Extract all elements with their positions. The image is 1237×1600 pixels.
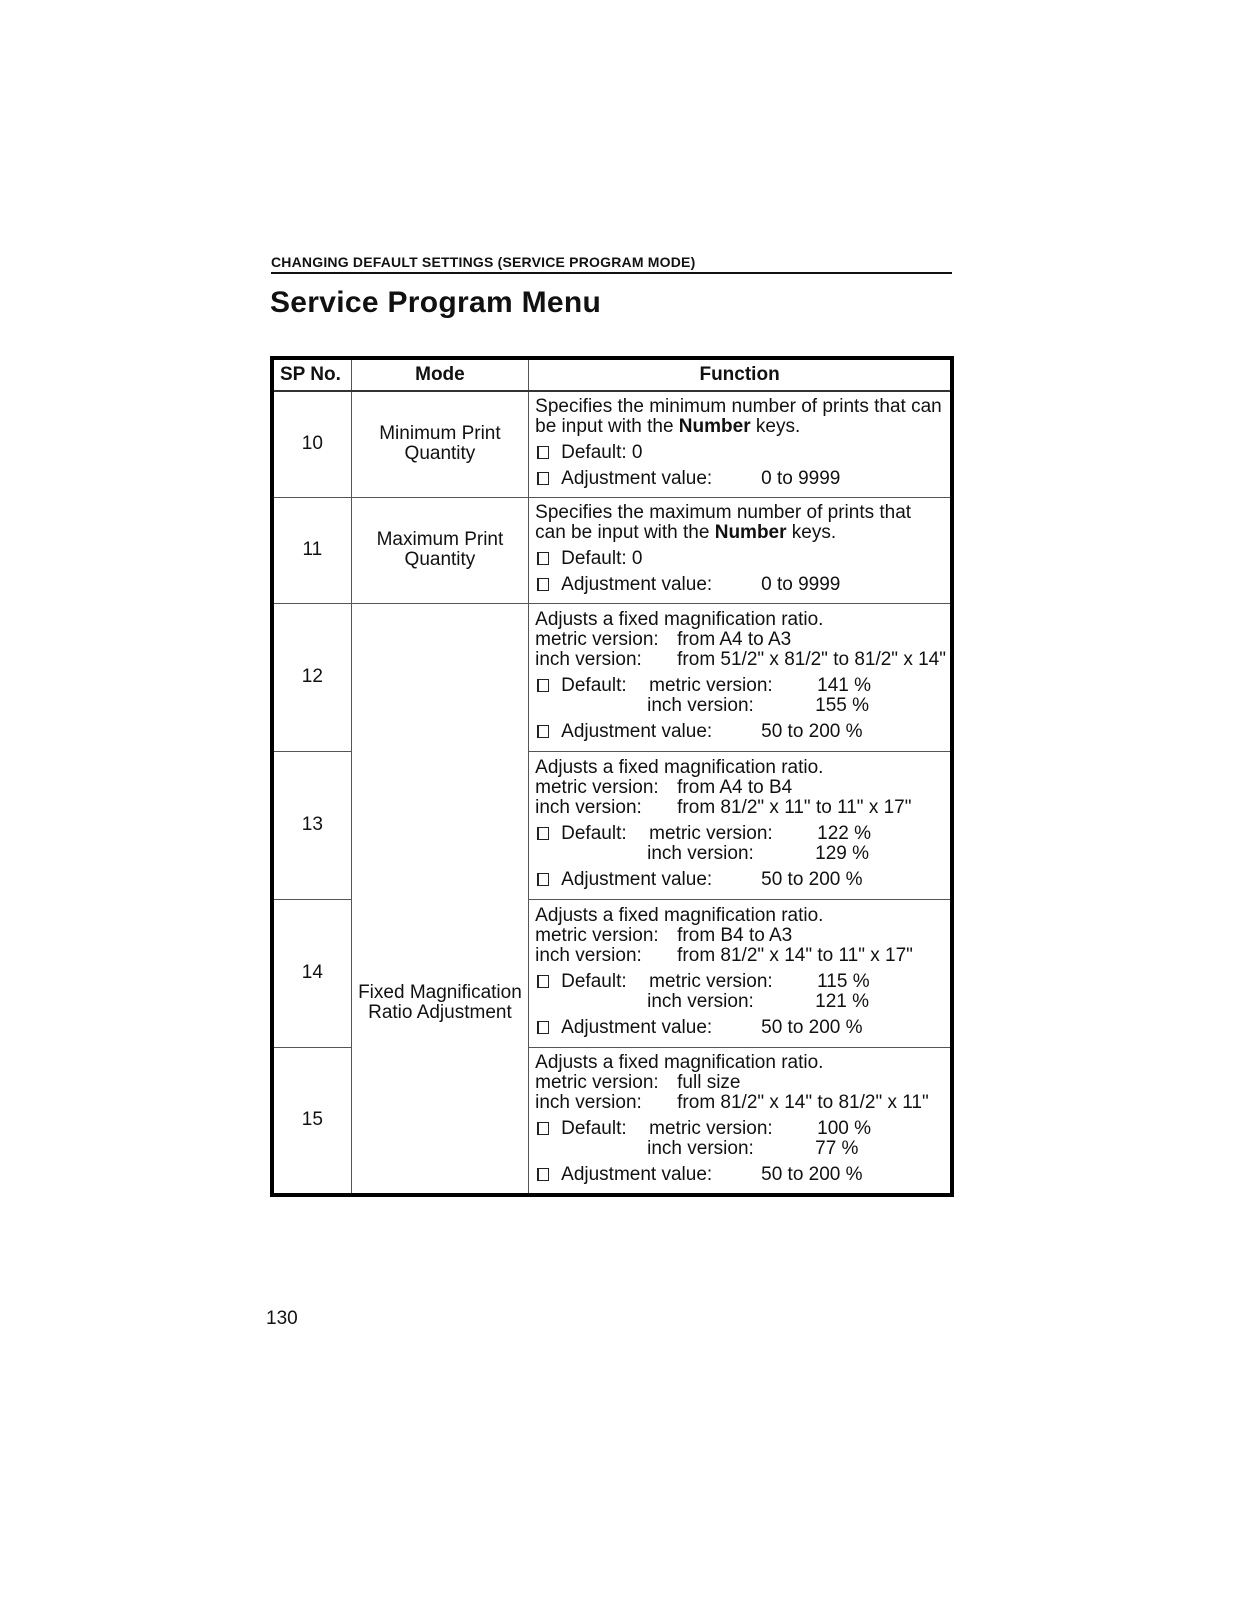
adjustment-option: Adjustment value: 50 to 200 % xyxy=(535,870,946,890)
sp-number: 13 xyxy=(272,751,351,899)
checkbox-icon xyxy=(537,725,549,738)
default-option: Default: metric version: 100 % xyxy=(535,1119,946,1139)
sp-number: 10 xyxy=(272,391,351,497)
adjustment-option: Adjustment value: 0 to 9999 xyxy=(535,575,946,595)
adjustment-option: Adjustment value: 50 to 200 % xyxy=(535,722,946,742)
page-title: Service Program Menu xyxy=(270,286,602,319)
metric-version-line: metric version: from A4 to B4 xyxy=(535,777,793,798)
checkbox-icon xyxy=(537,472,549,485)
inch-version-line: inch version: from 81/2" x 14" to 11" x 17" xyxy=(535,945,913,966)
adjustment-option: Adjustment value: 0 to 9999 xyxy=(535,469,946,489)
checkbox-icon xyxy=(537,1021,549,1034)
table-row xyxy=(272,497,952,603)
column-header-sp-no: SP No. xyxy=(272,358,351,391)
function-cell xyxy=(529,497,952,603)
inch-version-line: inch version: from 81/2" x 11" to 11" x 17" xyxy=(535,797,912,818)
function-description: Adjusts a fixed magnification ratio. xyxy=(535,1052,824,1074)
metric-version-line: metric version: from A4 to A3 xyxy=(535,629,792,650)
checkbox-icon xyxy=(537,679,549,692)
default-inch-line: inch version: 77 % xyxy=(647,1138,859,1160)
table-row xyxy=(272,391,952,497)
function-cell xyxy=(529,603,952,751)
service-program-table xyxy=(270,356,954,1197)
function-description: Adjusts a fixed magnification ratio. xyxy=(535,905,824,926)
section-header: CHANGING DEFAULT SETTINGS (SERVICE PROGRAM MODE) xyxy=(271,254,952,274)
checkbox-icon xyxy=(537,446,549,459)
sp-number: 12 xyxy=(272,603,351,751)
table-row xyxy=(272,603,952,751)
table-header-row xyxy=(272,358,952,391)
function-description: Specifies the maximum number of prints that can be input with the Number keys. xyxy=(535,502,912,543)
adjustment-option: Adjustment value: 50 to 200 % xyxy=(535,1165,946,1185)
inch-version-line: inch version: from 81/2" x 14" to 81/2" x 11" xyxy=(535,1092,929,1114)
inch-version-line: inch version: from 51/2" x 81/2" to 81/2" x 14" xyxy=(535,649,946,670)
sp-number: 11 xyxy=(272,497,351,603)
default-option: Default: metric version: 115 % xyxy=(535,972,946,992)
mode-cell: Maximum Print Quantity xyxy=(351,497,528,603)
page-number: 130 xyxy=(266,1308,298,1329)
mode-cell: Fixed Magnification Ratio Adjustment xyxy=(351,603,528,1195)
checkbox-icon xyxy=(537,578,549,591)
function-cell xyxy=(529,391,952,497)
default-option: Default: metric version: 141 % xyxy=(535,676,946,696)
mode-cell: Minimum Print Quantity xyxy=(351,391,528,497)
checkbox-icon xyxy=(537,827,549,840)
default-option: Default: 0 xyxy=(535,549,946,569)
function-cell xyxy=(529,1047,952,1195)
function-description: Specifies the minimum number of prints that can be input with the Number keys. xyxy=(535,396,942,438)
sp-number: 14 xyxy=(272,899,351,1047)
column-header-function: Function xyxy=(529,358,952,391)
checkbox-icon xyxy=(537,975,549,988)
metric-version-line: metric version: from B4 to A3 xyxy=(535,925,793,946)
metric-version-line: metric version: full size xyxy=(535,1072,741,1094)
default-inch-line: inch version: 121 % xyxy=(647,991,870,1012)
sp-number: 15 xyxy=(272,1047,351,1195)
adjustment-option: Adjustment value: 50 to 200 % xyxy=(535,1018,946,1038)
default-option: Default: 0 xyxy=(535,443,946,463)
function-cell xyxy=(529,899,952,1047)
function-description: Adjusts a fixed magnification ratio. xyxy=(535,757,824,778)
default-inch-line: inch version: 155 % xyxy=(647,695,870,716)
default-option: Default: metric version: 122 % xyxy=(535,824,946,844)
default-inch-line: inch version: 129 % xyxy=(647,843,870,864)
column-header-mode: Mode xyxy=(351,358,528,391)
function-description: Adjusts a fixed magnification ratio. xyxy=(535,609,824,630)
checkbox-icon xyxy=(537,1168,549,1181)
checkbox-icon xyxy=(537,552,549,565)
function-cell xyxy=(529,751,952,899)
checkbox-icon xyxy=(537,1122,549,1135)
checkbox-icon xyxy=(537,873,549,886)
